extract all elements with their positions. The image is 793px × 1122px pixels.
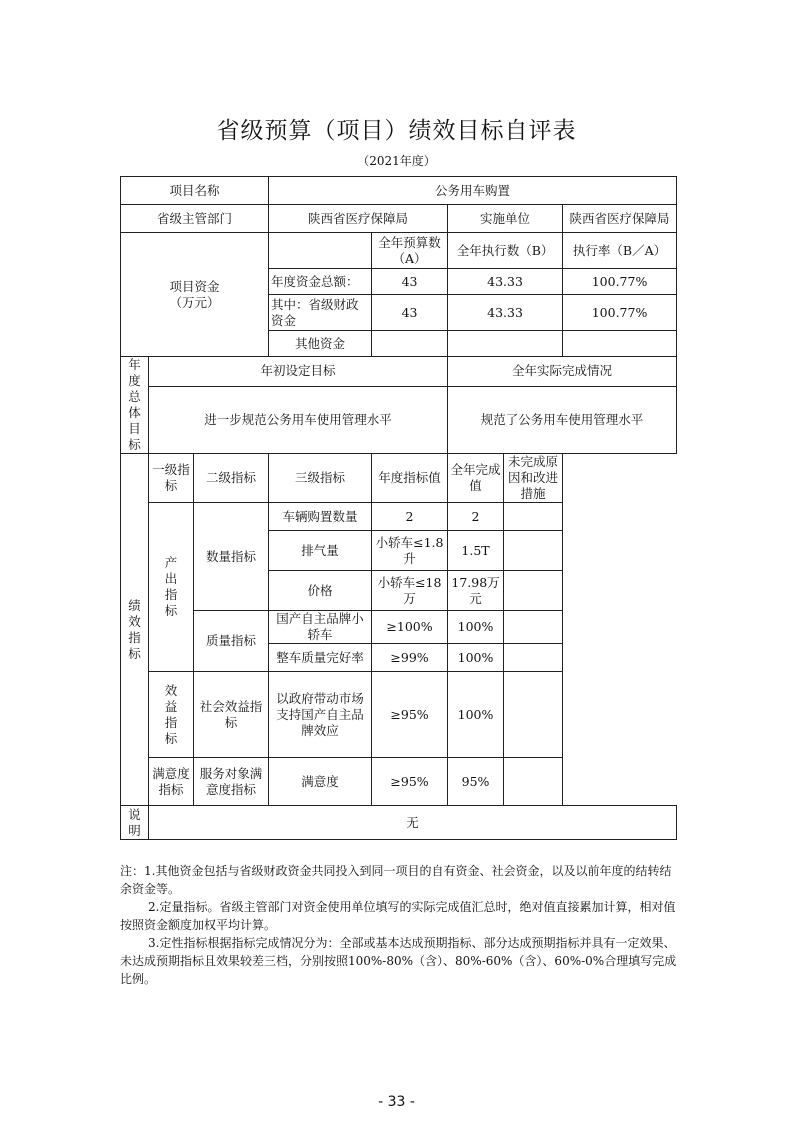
fiscal-budget: 43 [372,295,448,331]
indicator-actual: 95% [448,758,504,806]
indicator-name: 满意度 [269,758,372,806]
satisfaction-indicators-label: 满意度指标 [149,758,194,806]
note-2: 2.定量指标。省级主管部门对资金使用单位填写的实际完成值汇总时，绝对值直接累加计算，相对值按照资金额度加权平均计算。 [120,900,676,932]
page-number: - 33 - [378,1094,415,1110]
indicator-reason [504,672,563,758]
perf-indicators-label: 绩效指标 [121,454,149,806]
indicator-reason [504,644,563,672]
other-exec [448,331,563,357]
funds-title: 项目资金 [169,278,220,294]
indicator-reason [504,758,563,806]
indicator-name: 价格 [269,571,372,611]
indicator-target: ≥95% [372,672,448,758]
indicator-name: 国产自主品牌小轿车 [269,611,372,644]
fiscal-funds-label: 其中：省级财政资金 [269,295,372,331]
dept-value: 陕西省医疗保障局 [269,205,448,233]
funds-empty-header [269,233,372,269]
indicator-name: 车辆购置数量 [269,503,372,531]
evaluation-table [120,176,677,840]
social-benefit-label: 社会效益指标 [194,672,269,758]
total-rate: 100.77% [563,269,677,295]
quality-indicators-label: 质量指标 [194,611,269,672]
indicator-reason [504,611,563,644]
indicator-reason [504,503,563,531]
page-title: 省级预算（项目）绩效目标自评表 [216,118,577,144]
project-name-label: 项目名称 [121,177,269,205]
service-satisfaction-label: 服务对象满意度指标 [194,758,269,806]
total-budget: 43 [372,269,448,295]
reason-header: 未完成原因和改进措施 [504,454,563,503]
other-rate [563,331,677,357]
dept-label: 省级主管部门 [121,205,269,233]
annual-budget-header: 全年预算数（A） [372,233,448,269]
target-value-header: 年度指标值 [372,454,448,503]
indicator-actual: 100% [448,611,504,644]
impl-unit-label: 实施单位 [448,205,563,233]
indicator-actual: 17.98万元 [448,571,504,611]
indicator-target: 2 [372,503,448,531]
indicator-target: 小轿车≤18万 [372,571,448,611]
remark-label: 说明 [121,806,149,840]
year-label: （2021年度） [357,154,436,168]
complete-value-header: 全年完成值 [448,454,504,503]
remark-value: 无 [149,806,677,840]
fiscal-rate: 100.77% [563,295,677,331]
indicator-target: 小轿车≤1.8升 [372,531,448,571]
level3-header: 三级指标 [269,454,372,503]
funds-label [121,233,269,357]
fiscal-exec: 43.33 [448,295,563,331]
indicator-name: 排气量 [269,531,372,571]
level2-header: 二级指标 [194,454,269,503]
other-funds-label: 其他资金 [269,331,372,357]
other-budget [372,331,448,357]
indicator-actual: 100% [448,644,504,672]
initial-goal-label: 年初设定目标 [149,357,448,387]
notes [120,862,680,988]
note-3: 3.定性指标根据指标完成情况分为：全部或基本达成预期指标、部分达成预期指标并具有一定效果、未达成预期指标且效果较差三档，分别按照100%-80%（含）、80%-60%（含）、60%-0%合理填写完成比例。 [120,936,677,986]
project-name-value: 公务用车购置 [269,177,677,205]
funds-unit: （万元） [169,294,220,310]
actual-done-label: 全年实际完成情况 [448,357,677,387]
indicator-target: ≥99% [372,644,448,672]
indicator-actual: 100% [448,672,504,758]
impl-unit-value: 陕西省医疗保障局 [563,205,677,233]
indicator-actual: 2 [448,503,504,531]
quantity-indicators-label: 数量指标 [194,503,269,611]
benefit-indicators-label: 效益指标 [149,672,194,758]
indicator-target: ≥95% [372,758,448,806]
indicator-reason [504,571,563,611]
initial-goal-value: 进一步规范公务用车使用管理水平 [149,386,448,453]
note-1: 注：1.其他资金包括与省级财政资金共同投入到同一项目的自有资金、社会资金，以及以前年度的结转结余资金等。 [120,864,672,896]
annual-exec-header: 全年执行数（B） [448,233,563,269]
exec-rate-header: 执行率（B／A） [563,233,677,269]
level1-header: 一级指标 [149,454,194,503]
indicator-actual: 1.5T [448,531,504,571]
overall-goal-label: 年度总体目标 [121,357,149,454]
indicator-target: ≥100% [372,611,448,644]
actual-done-value: 规范了公务用车使用管理水平 [448,386,677,453]
indicator-name: 以政府带动市场支持国产自主品牌效应 [269,672,372,758]
indicator-name: 整车质量完好率 [269,644,372,672]
total-exec: 43.33 [448,269,563,295]
total-funds-label: 年度资金总额： [269,269,372,295]
output-indicators-label: 产出指标 [149,503,194,672]
indicator-reason [504,531,563,571]
